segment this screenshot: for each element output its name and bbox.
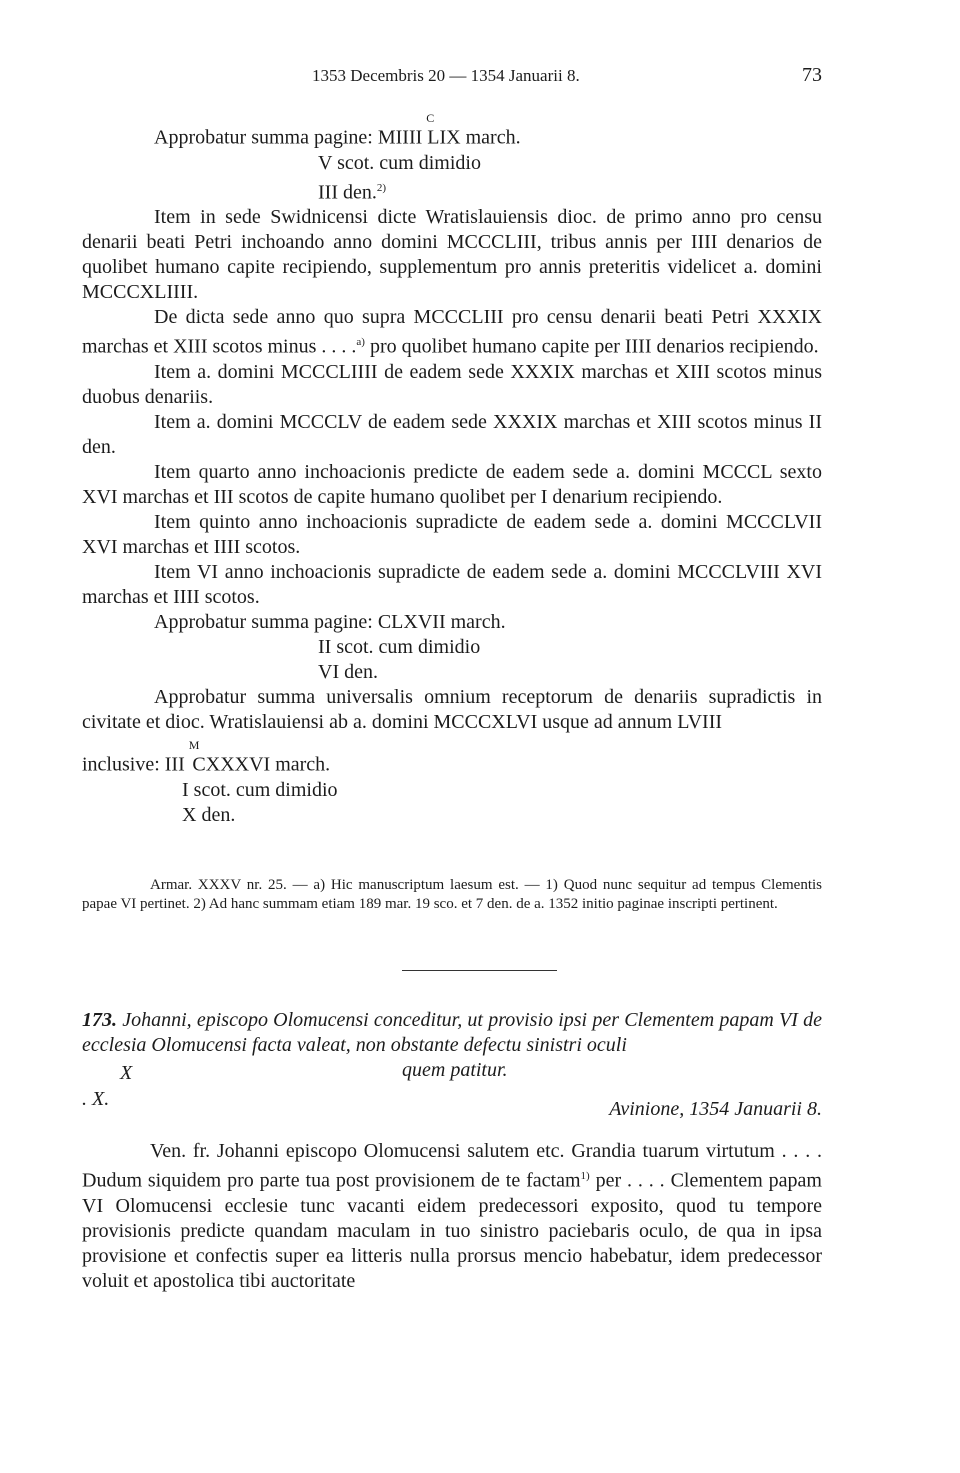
document-body [82, 1139, 822, 1294]
summa-pagine-1 [82, 111, 822, 151]
summa-pagine-2: Approbatur summa pagine: CLXVII march. [154, 610, 506, 633]
inclusive-line [82, 737, 822, 778]
paragraph-5: Item quarto anno inchoacionis predicte de eadem sede a. domini MCCCL sexto XVI marchas et III scotos de capite humano quolibet per I denarium recipiendo. [82, 460, 822, 508]
paragraph-1: Item in sede Swidnicensi dicte Wratislauiensis dioc. de primo anno pro censu denarii beati Petri inchoando anno domini MCCCLIII, tribus annis per IIII denarios de quolibet humano capite recipiendo, supplementum pro annis preteritis videlicet a. domini MCCCXLIIII. [82, 206, 822, 304]
document-body-2: per . . . . Clementem papam VI Olomucensi ecclesie tunc vacanti eidem predecessori exposito, quod tu tempore provisionis predicte quandam maculam in tuo sinistro paciebaris oculo, de qua in ipsa provisione et confectis super ea litteris nulla prorsus mencio habebatur, idem predecessor voluit et apostolica tibi auctoritate [82, 1169, 822, 1292]
paragraph-universalis: Approbatur summa universalis omnium receptorum de denariis supradictis in civitate et dioc. Wratislauiensi ab a. domini MCCCXLVI usque ad annum LVIII [82, 685, 822, 733]
inclusive-prefix: inclusive: III [82, 753, 185, 776]
summa1-line3 [82, 176, 822, 206]
paragraph-4: Item a. domini MCCCLV de eadem sede XXXIX marchas et XIII scotos minus II den. [82, 410, 822, 458]
paragraph-2 [82, 305, 822, 360]
main-text [82, 111, 822, 828]
paragraph-7: Item VI anno inchoacionis supradicte de eadem sede a. domini MCCCLVIII XVI marchas et IIII scotos. [82, 560, 822, 608]
document-summary-text: Johanni, episcopo Olomucensi conceditur, ut provisio ipsi per Clementem papam VI de ecclesia Olomucensi facta valeat, non obstante defectu sinistri oculi [82, 1009, 822, 1056]
inclusive-superscript: M [188, 737, 200, 752]
summa1-prefix: Approbatur summa pagine: MIIII [154, 126, 423, 149]
inclusive-line2: I scot. cum dimidio [182, 778, 338, 801]
summa2-line3: VI den. [318, 660, 378, 683]
footnote-ref-a: a) [356, 336, 365, 349]
paragraph-2a: De dicta sede anno quo supra MCCCLIII pro censu denarii beati Petri XXXIX marchas et XIII scotos minus . . . . [82, 306, 822, 358]
footnote-ref-2: 2) [376, 181, 387, 194]
footnote-text: Armar. XXXV nr. 25. — a) Hic manuscriptum laesum est. — 1) Quod nunc sequitur ad tempus Clementis papae VI pertinet. 2) Ad hanc summam etiam 189 mar. 19 sco. et 7 den. de a. 1352 initio paginae inscripti pertinent. [82, 877, 822, 912]
page-number: 73 [802, 64, 822, 86]
summa1-line2: V scot. cum dimidio [318, 151, 481, 174]
summa1-superscript: C [426, 111, 435, 125]
section-divider [402, 970, 557, 971]
register-mark-2: . X. [82, 1088, 110, 1110]
document-number: 173. [82, 1009, 117, 1031]
footnotes [82, 876, 822, 914]
document-summary [82, 1008, 822, 1083]
header-title: 1353 Decembris 20 — 1354 Januarii 8. [312, 66, 580, 85]
running-header [82, 60, 822, 90]
summa1-rest: LIX march. [427, 126, 521, 149]
inclusive-rest: CXXXVI march. [192, 753, 331, 776]
place-date: Avinione, 1354 Januarii 8. [609, 1098, 822, 1120]
footnote-ref-1: 1) [580, 1170, 590, 1182]
paragraph-6: Item quinto anno inchoacionis supradicte de eadem sede a. domini MCCCLVII XVI marchas et IIII scotos. [82, 510, 822, 558]
paragraph-3: Item a. domini MCCCLIIII de eadem sede XXXIX marchas et XIII scotos minus duobus denariis. [82, 360, 822, 408]
document-summary-end: quem patitur. [402, 1059, 508, 1081]
summa2-line2: II scot. cum dimidio [318, 635, 481, 658]
document-173 [82, 1008, 822, 1294]
document-text [82, 1139, 822, 1294]
inclusive-line3: X den. [182, 803, 236, 826]
paragraph-2b: pro quolibet humano capite per IIII denarios recipiendo. [364, 335, 819, 358]
register-mark-1: X [120, 1062, 133, 1084]
document-body-1: Ven. fr. Johanni episcopo Olomucensi salutem etc. Grandia tuarum virtutum . . . . Dudum siquidem pro parte tua post provisionem de te factam [82, 1140, 822, 1192]
summa1-line3-text: III den. [318, 181, 377, 204]
